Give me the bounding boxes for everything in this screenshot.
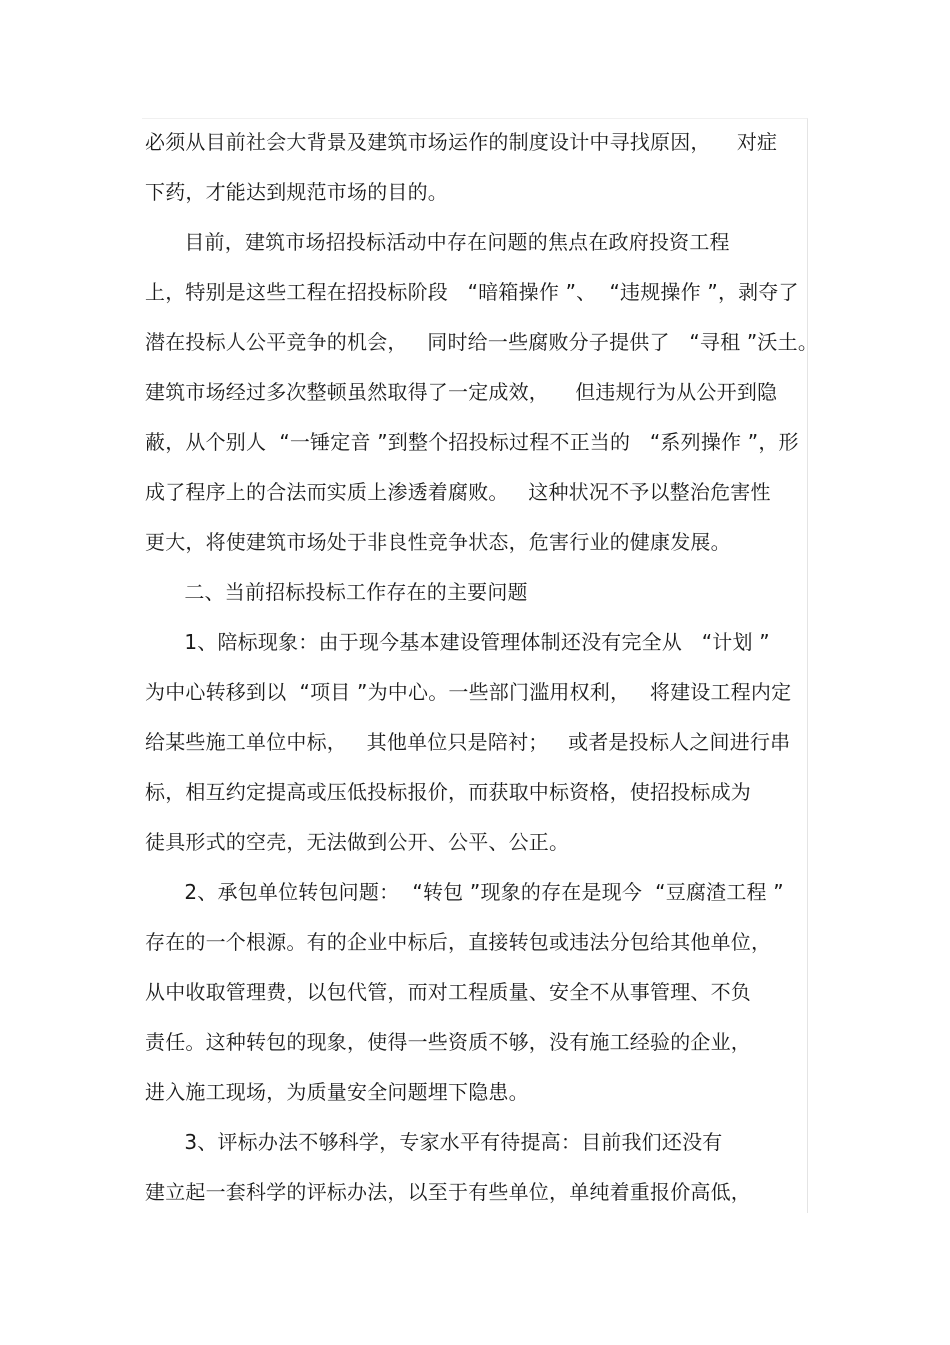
text-line: 进入施工现场，为质量安全问题埋下隐患。 xyxy=(145,1080,529,1104)
text-line: 给某些施工单位中标， 其他单位只是陪衬； 或者是投标人之间进行串 xyxy=(145,730,791,754)
text-line: 必须从目前社会大背景及建筑市场运作的制度设计中寻找原因， 对症 xyxy=(145,130,778,154)
text-line: 更大，将使建筑市场处于非良性竞争状态，危害行业的健康发展。 xyxy=(145,530,731,554)
text-line: 徒具形式的空壳，无法做到公开、公平、公正。 xyxy=(145,830,570,854)
text-line: 为中心转移到以 “项目 ”为中心。一些部门滥用权利， 将建设工程内定 xyxy=(145,680,792,704)
text-line: 责任。这种转包的现象，使得一些资质不够，没有施工经验的企业， xyxy=(145,1030,751,1054)
text-line: 建筑市场经过多次整顿虽然取得了一定成效， 但违规行为从公开到隐 xyxy=(145,380,778,404)
section-heading: 二、当前招标投标工作存在的主要问题 xyxy=(145,580,528,604)
text-line: 标，相互约定提高或压低投标报价，而获取中标资格，使招投标成为 xyxy=(145,780,751,804)
text-line: 2、承包单位转包问题： “转包 ”现象的存在是现今 “豆腐渣工程 ” xyxy=(145,880,784,904)
text-line: 下药，才能达到规范市场的目的。 xyxy=(145,180,448,204)
text-line: 3、评标办法不够科学，专家水平有待提高：目前我们还没有 xyxy=(145,1130,723,1154)
text-line: 蔽，从个别人 “一锤定音 ”到整个招投标过程不正当的 “系列操作 ”，形 xyxy=(145,430,799,454)
text-line: 上，特别是这些工程在招投标阶段 “暗箱操作 ”、 “违规操作 ”，剥夺了 xyxy=(145,280,799,304)
text-line: 潜在投标人公平竞争的机会， 同时给一些腐败分子提供了 “寻租 ”沃土。 xyxy=(145,330,819,354)
text-line: 1、陪标现象：由于现今基本建设管理体制还没有完全从 “计划 ” xyxy=(145,630,770,654)
text-line: 目前，建筑市场招投标活动中存在问题的焦点在政府投资工程 xyxy=(145,230,730,254)
text-line: 成了程序上的合法而实质上渗透着腐败。 这种状况不予以整治危害性 xyxy=(145,480,771,504)
text-line: 从中收取管理费，以包代管，而对工程质量、安全不从事管理、不负 xyxy=(145,980,751,1004)
text-line: 存在的一个根源。有的企业中标后，直接转包或违法分包给其他单位， xyxy=(145,930,772,954)
text-line: 建立起一套科学的评标办法，以至于有些单位，单纯着重报价高低， xyxy=(145,1180,751,1204)
